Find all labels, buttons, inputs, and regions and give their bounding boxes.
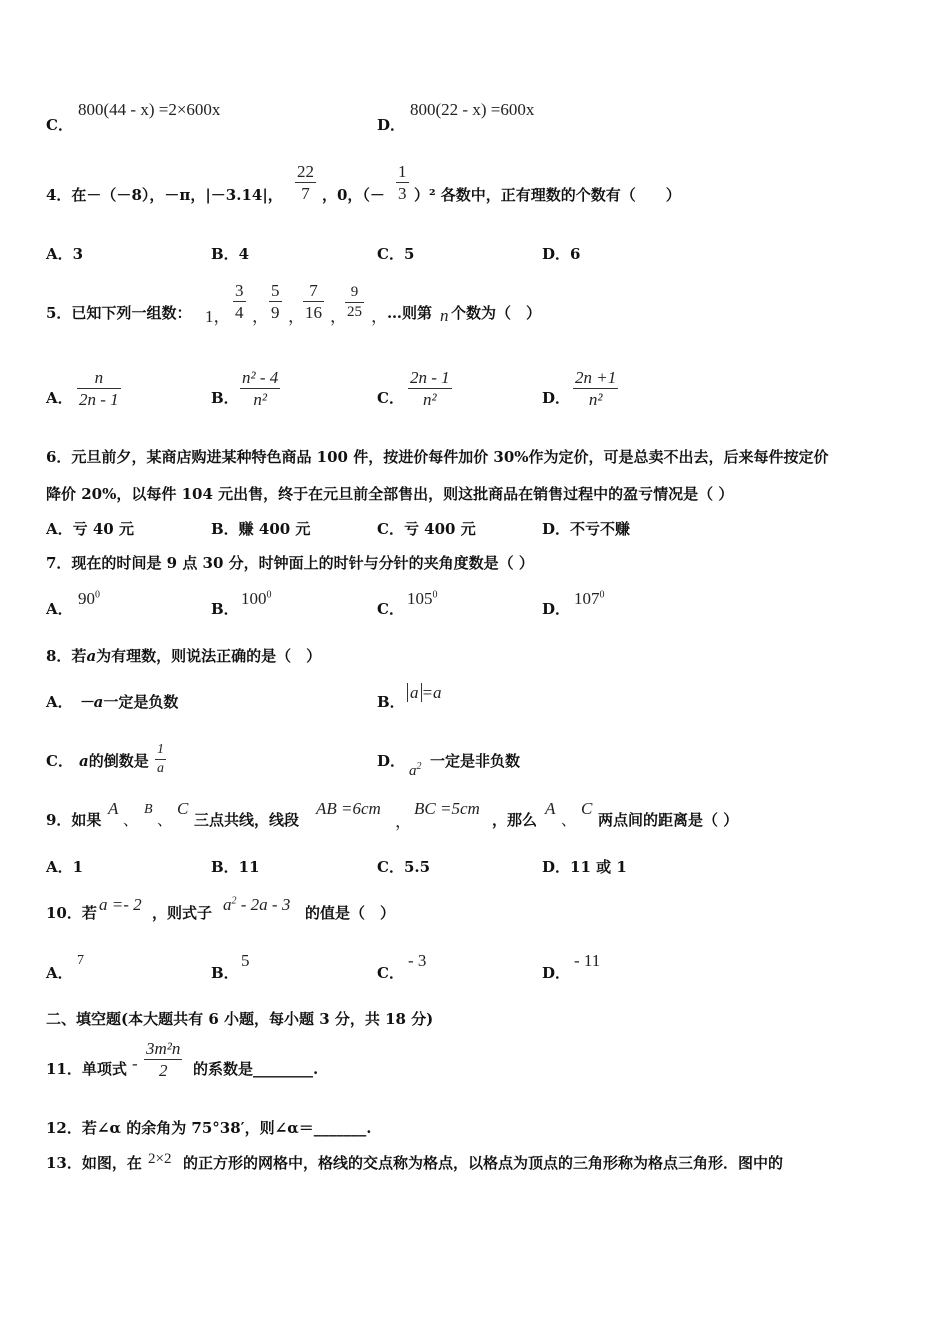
q5-option-c-denominator: n² [423,390,437,409]
q9-option-c: C．5.5 [377,858,431,876]
q7-option-d-label: D． [542,600,571,618]
q5-stem-end: …则第 [387,304,433,322]
q4-stem-mid: ，0，（－ [322,186,385,204]
q11-numerator: 3m²n [146,1039,181,1058]
q11-denominator: 2 [158,1061,168,1080]
q11-monomial-fraction [144,1040,182,1079]
q7-option-b-value [241,590,272,607]
q10-option-a-value: 7 [77,953,84,968]
q7-option-a-label: A． [46,600,73,618]
q7-option-b-label: B． [211,600,239,618]
q5-sep1: ， [252,307,269,326]
q5-stem-start: 5．已知下列一组数： [46,304,192,322]
q8-option-a-text: 一定是负数 [103,693,179,711]
q3-option-d-expression: 800(22 - x) =600x [410,100,535,119]
q5-variable-n: n [440,306,449,325]
q7-option-a-number: 90 [78,589,95,608]
q8-option-d-text: 一定是非负数 [430,752,521,770]
q5-sep3: ， [330,307,347,326]
q5-option-c-numerator: 2n - 1 [410,368,450,387]
q10-option-c-value: - 3 [408,951,427,970]
q8-option-c [46,754,149,769]
q5-option-a-denominator: 2n - 1 [79,390,119,409]
q10-expr-sup: 2 [231,895,237,907]
q9-point-c2: C [581,799,593,818]
q9-option-a: A．1 [46,858,84,876]
q8-option-d-sup: 2 [416,761,422,772]
section-2-title: 二、填空题(本大题共有 6 小题，每小题 3 分，共 18 分) [46,1010,434,1028]
q7-option-c-value [407,590,438,607]
q9-sep1: 、 [123,811,139,829]
q6-line2: 降价 20%，以每件 104 元出售，终于在元旦前全部售出，则这批商品在销售过程中的盈亏情况是（ ） [46,485,734,503]
q9-stem-start: 9．如果 [46,811,102,829]
q8-option-c-label: C． [46,752,73,770]
q10-condition: a =- 2 [99,895,142,914]
q4-option-c: C．5 [377,245,415,263]
q7-option-c-label: C． [377,600,404,618]
q5-option-c-label: C． [377,389,404,407]
q13-stem-end: 的正方形的网格中，格线的交点称为格点，以格点为顶点的三角形称为格点三角形．图中的 [183,1154,784,1172]
q5-term3-numerator: 7 [309,281,318,300]
q5-option-d-fraction [573,369,618,408]
q5-option-b-fraction [240,369,280,408]
q4-stem-end: ）² 各数中，正有理数的个数有（ ） [414,186,681,204]
q5-term-3-4 [233,282,246,321]
q7-option-c-degree: 0 [432,589,438,601]
q4-option-a: A．3 [46,245,84,263]
q5-option-d-denominator: n² [588,390,603,409]
q5-option-d-label: D． [542,389,571,407]
q10-option-b-label: B． [211,964,239,982]
q5-term1-denominator: 4 [235,303,244,322]
q8-option-a-var: －a [78,693,104,711]
q4-option-d: D．6 [542,245,581,263]
q9-stem-end: 两点间的距离是（ ） [598,811,739,829]
q5-option-a-fraction [77,369,121,408]
q8-stem-end: 为有理数，则说法正确的是（ ） [96,647,322,665]
q6-option-b: B．赚 400 元 [211,520,311,538]
q5-term4-denominator: 25 [347,304,362,320]
q5-option-c-fraction [408,369,452,408]
q7-stem: 7．现在的时间是 9 点 30 分，时钟面上的时针与分针的夹角度数是（ ） [46,554,534,572]
q10-option-d-label: D． [542,964,571,982]
q10-option-b-value: 5 [241,951,250,970]
q12-stem: 12．若∠α 的余角为 75°38′，则∠α＝_______. [46,1119,372,1137]
q8-variable-a: a [86,647,97,665]
q5-option-b-numerator: n² - 4 [242,368,279,387]
q4-option-b: B．4 [211,245,250,263]
q7-option-a-degree: 0 [95,589,100,601]
q5-term2-denominator: 9 [271,303,280,322]
q3-option-c-label: C． [46,116,73,134]
q5-sep2: ， [288,307,305,326]
q8-option-b-abs: a [407,683,422,702]
q8-option-d-label: D． [377,752,406,770]
q9-stem-mid: 三点共线，线段 [194,811,300,829]
q8-option-c-var: a [78,752,89,770]
q9-point-c: C [177,799,189,818]
q5-option-b-label: B． [211,389,239,407]
q5-first-term: 1， [205,307,231,326]
q7-option-d-degree: 0 [599,589,605,601]
q8-option-c-text: 的倒数是 [88,752,149,770]
q4-frac1-numerator: 22 [297,162,314,181]
q4-stem-start: 4．在－（－8），－π，|－3.14|， [46,186,283,204]
q8-stem [46,649,321,664]
q10-option-c-label: C． [377,964,404,982]
q13-grid-size: 2×2 [148,1151,172,1167]
q9-option-b: B．11 [211,858,260,876]
q9-sep2: 、 [157,811,173,829]
q9-segment-bc: BC =5cm [414,799,480,818]
q5-option-b-denominator: n² [253,390,267,409]
q5-term-9-25 [345,285,364,320]
q7-option-b-degree: 0 [266,589,272,601]
q8-option-c-numerator: 1 [157,742,164,757]
q8-option-c-fraction [155,743,166,776]
q8-option-a-label: A． [46,693,73,711]
q9-then: ，那么 [492,811,538,829]
q8-option-c-denominator: a [157,761,164,776]
q5-term4-numerator: 9 [350,284,359,300]
q3-option-c-expression: 800(44 - x) =2×600x [78,100,221,119]
q10-option-d-value: - 11 [574,951,601,970]
q4-fraction-1-3 [396,163,409,202]
q5-term-7-16 [303,282,324,321]
q8-option-a [46,695,178,710]
q8-option-d-var: a [409,763,417,779]
q10-expr-a: a [223,895,232,914]
q9-point-a2: A [545,799,556,818]
q8-option-b-expression [407,684,441,701]
q9-point-b: B [144,802,153,817]
q11-sign: - [132,1054,138,1073]
q9-comma: ， [395,812,412,831]
q4-fraction-22-7 [295,163,316,202]
q4-frac2-denominator: 3 [398,184,407,203]
q9-option-d: D．11 或 1 [542,858,627,876]
q7-option-d-value [574,590,605,607]
q5-term3-denominator: 16 [305,303,322,322]
q5-option-a-numerator: n [94,368,104,387]
q11-stem-start: 11．单项式 [46,1060,127,1078]
q7-option-d-number: 107 [574,589,600,608]
q3-option-d-label: D． [377,116,406,134]
q11-stem-end: 的系数是________. [193,1060,319,1078]
q10-stem-start: 10．若 [46,904,97,922]
q5-term2-numerator: 5 [271,281,280,300]
q13-stem-start: 13．如图，在 [46,1154,142,1172]
q6-option-a: A．亏 40 元 [46,520,134,538]
q6-option-d: D．不亏不赚 [542,520,631,538]
q10-expr-rest: - 2a - 3 [236,895,291,914]
q9-point-a: A [108,799,119,818]
q5-sep4: ， [371,307,388,326]
q5-term1-numerator: 3 [235,281,244,300]
q10-stem-mid: ，则式子 [152,904,213,922]
q7-option-c-number: 105 [407,589,433,608]
q7-option-a-value [78,590,100,607]
q8-option-b-rest: =a [421,683,442,702]
q9-segment-ab: AB =6cm [316,799,381,818]
q5-term-5-9 [269,282,282,321]
q4-frac2-numerator: 1 [398,162,407,181]
q8-option-b-label: B． [377,693,405,711]
q6-option-c: C．亏 400 元 [377,520,476,538]
q10-option-a-label: A． [46,964,73,982]
q8-stem-start: 8．若 [46,647,87,665]
q9-sep3: 、 [561,811,577,829]
q5-stem-tail: 个数为（ ） [451,304,542,322]
q10-expression [223,896,290,913]
q5-option-d-numerator: 2n +1 [575,368,617,387]
q7-option-b-number: 100 [241,589,267,608]
q6-line1: 6．元旦前夕，某商店购进某种特色商品 100 件，按进价每件加价 30%作为定价，可是总卖不出去，后来每件按定价 [46,448,829,466]
q8-option-d-expression [409,762,422,779]
q10-stem-end: 的值是（ ） [305,904,396,922]
q4-frac1-denominator: 7 [301,184,310,203]
q5-option-a-label: A． [46,389,73,407]
